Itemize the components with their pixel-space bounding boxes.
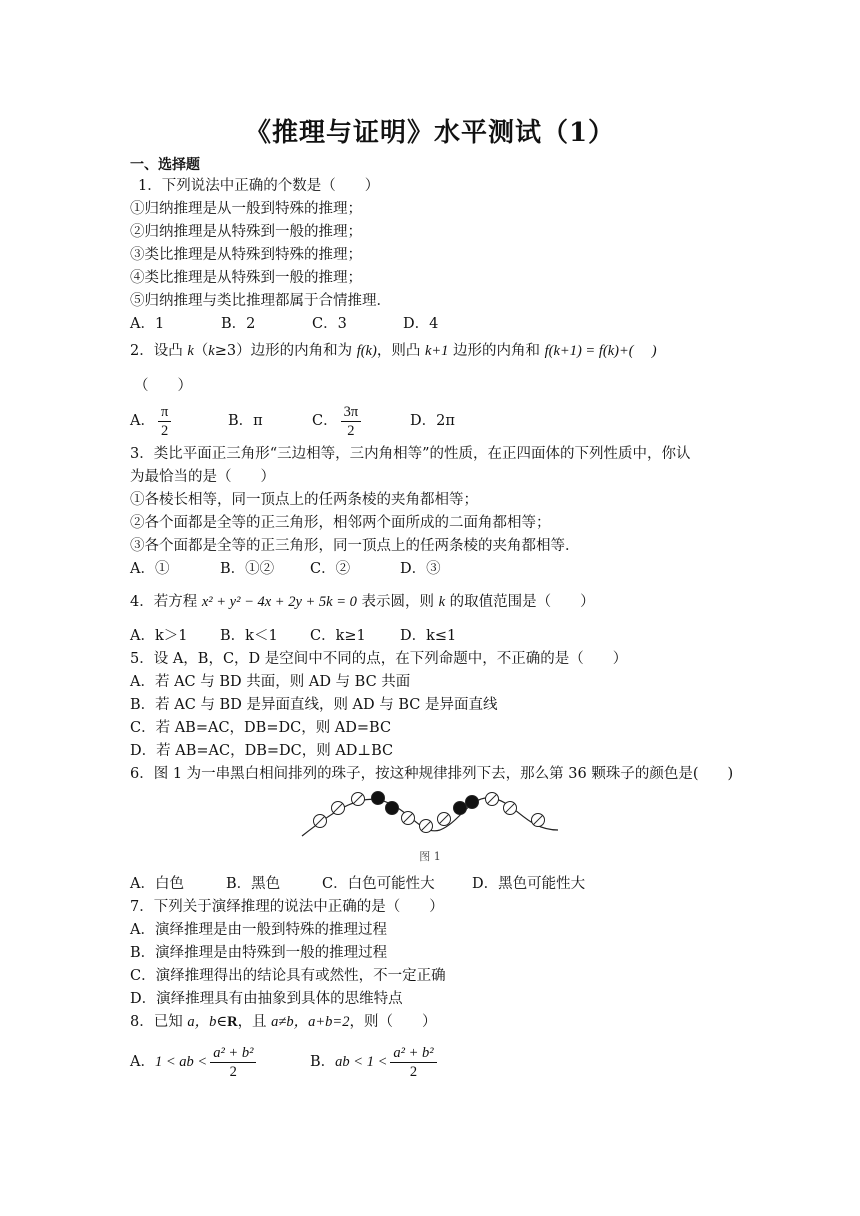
- q2-option-a: [130, 400, 228, 442]
- q4-option-a: A．k＞1: [130, 628, 188, 644]
- q4-stem: [130, 592, 595, 612]
- q3-stem-line-2: 为最恰当的是（ ）: [130, 469, 275, 485]
- q2-option-c-fraction: [341, 403, 362, 440]
- q7-option-d: D．演绎推理具有由抽象到具体的思维特点: [130, 991, 403, 1007]
- q6-option-b: B．黑色: [226, 876, 281, 892]
- q2-option-b: B．π: [228, 413, 263, 429]
- white-bead: [532, 814, 545, 827]
- q2-blank: （ ）: [134, 378, 192, 394]
- q4-equation: x² + y² − 4x + 2y + 5k = 0: [201, 594, 357, 610]
- black-bead: [466, 796, 479, 809]
- q2-k: k: [187, 343, 194, 359]
- q2-k-plus-1: k+1: [424, 343, 449, 359]
- q1-option-b: B．2: [221, 316, 256, 332]
- q6-options: [130, 874, 585, 894]
- black-bead: [372, 792, 385, 805]
- fraction-numerator: 3π: [341, 403, 362, 422]
- fraction-numerator: a² + b²: [210, 1044, 256, 1063]
- q6-option-d: D．黑色可能性大: [472, 876, 586, 892]
- q2-option-a-fraction: [158, 403, 171, 440]
- q7-option-a: A．演绎推理是由一般到特殊的推理过程: [130, 922, 387, 938]
- white-bead: [438, 813, 451, 826]
- q2-text: 2．设凸: [130, 343, 188, 359]
- q2-text: ，则凸: [376, 343, 425, 359]
- q3-stem-line-1: 3．类比平面正三角形“三边相等，三内角相等”的性质，在正四面体的下列性质中，你认: [130, 446, 691, 462]
- q4-text: 表示圆，则: [356, 594, 439, 610]
- q8-option-b: [310, 1040, 440, 1084]
- q2-option-d: D．2π: [410, 413, 455, 429]
- q1-item-2: ②归纳推理是从特殊到一般的推理；: [130, 224, 362, 240]
- q8-in-symbol: ∈: [216, 1014, 228, 1030]
- q1-options: [130, 314, 438, 334]
- q8-option-b-expr: ab < 1 <: [335, 1054, 388, 1070]
- q8-option-b-fraction: [390, 1044, 436, 1081]
- q8-text: ，则（ ）: [349, 1014, 437, 1030]
- q1-item-1: ①归纳推理是从一般到特殊的推理；: [130, 201, 362, 217]
- q5-option-a: A．若 AC 与 BD 共面，则 AD 与 BC 共面: [130, 674, 411, 690]
- q3-item-1: ①各棱长相等，同一顶点上的任两条棱的夹角都相等；: [130, 492, 478, 508]
- fraction-denominator: 2: [409, 1063, 418, 1080]
- q1-item-5: ⑤归纳推理与类比推理都属于合情推理．: [130, 293, 391, 309]
- q2-fk: f(k): [356, 343, 377, 359]
- q2-stem: [130, 341, 657, 361]
- q4-k: k: [438, 594, 446, 610]
- q2-k: k: [208, 343, 215, 359]
- q5-stem: 5．设 A，B，C，D 是空间中不同的点，在下列命题中，不正确的是（ ）: [130, 651, 628, 667]
- q6-stem: 6．图 1 为一串黑白相间排列的珠子，按这种规律排列下去，那么第 36 颗珠子的颜色是( ): [130, 766, 734, 782]
- q8-option-a: [130, 1040, 310, 1084]
- q5-option-c: C．若 AB=AC，DB=DC，则 AD=BC: [130, 720, 392, 736]
- q2-text: ≥3）边形的内角和为: [214, 343, 357, 359]
- q5-option-d: D．若 AB=AC，DB=DC，则 AD⊥BC: [130, 743, 394, 759]
- q6-option-a: A．白色: [130, 876, 184, 892]
- q1-item-4: ④类比推理是从特殊到一般的推理；: [130, 270, 362, 286]
- white-bead: [504, 802, 517, 815]
- white-bead: [332, 802, 345, 815]
- q8-option-b-label: B．: [310, 1054, 336, 1070]
- q8-real-set: R: [227, 1014, 238, 1030]
- white-bead: [314, 815, 327, 828]
- q2-option-a-label: A．: [130, 413, 155, 429]
- q4-option-b: B．k＜1: [220, 628, 278, 644]
- q8-text: ，且: [237, 1014, 272, 1030]
- q8-options: [130, 1040, 440, 1084]
- q2-option-c-label: C．: [312, 413, 338, 429]
- q3-option-c: C．②: [310, 561, 351, 577]
- fraction-denominator: 2: [347, 422, 355, 439]
- fraction-numerator: a² + b²: [390, 1044, 436, 1063]
- q2-options: [130, 400, 455, 442]
- fraction-denominator: 2: [161, 422, 169, 439]
- q8-text: 8．已知: [130, 1014, 188, 1030]
- q5-option-b: B．若 AC 与 BD 是异面直线，则 AD 与 BC 是异面直线: [130, 697, 498, 713]
- q1-stem: 1．下列说法中正确的个数是（ ）: [138, 178, 380, 194]
- white-bead: [352, 793, 365, 806]
- q4-text: 4．若方程: [130, 594, 202, 610]
- q1-option-d: D．4: [403, 316, 439, 332]
- q4-option-c: C．k≥1: [310, 628, 366, 644]
- q4-options: [130, 626, 456, 646]
- black-bead: [386, 802, 399, 815]
- q3-options: [130, 559, 441, 579]
- q2-equation: f(k+1) = f(k)+( ): [544, 343, 657, 359]
- q7-option-c: C．演绎推理得出的结论具有或然性，不一定正确: [130, 968, 446, 984]
- q2-option-c: [312, 400, 410, 442]
- q8-stem: [130, 1012, 436, 1032]
- white-bead: [402, 812, 415, 825]
- figure-caption: 图 1: [419, 850, 441, 863]
- q8-option-a-expr: 1 < ab <: [154, 1054, 208, 1070]
- q8-vars: a，b: [187, 1014, 217, 1030]
- q2-text: （: [193, 343, 209, 359]
- q4-text: 的取值范围是（ ）: [445, 594, 595, 610]
- q3-option-d: D．③: [400, 561, 441, 577]
- q8-option-a-fraction: [210, 1044, 256, 1081]
- q7-stem: 7．下列关于演绎推理的说法中正确的是（ ）: [130, 899, 444, 915]
- black-bead: [454, 802, 467, 815]
- white-bead: [420, 820, 433, 833]
- white-bead: [486, 793, 499, 806]
- q6-option-c: C．白色可能性大: [322, 876, 435, 892]
- q8-option-a-label: A．: [130, 1054, 155, 1070]
- q3-item-3: ③各个面都是全等的正三角形，同一顶点上的任两条棱的夹角都相等．: [130, 538, 580, 554]
- fraction-numerator: π: [158, 403, 171, 422]
- q1-option-a: A．1: [130, 316, 165, 332]
- q3-item-2: ②各个面都是全等的正三角形，相邻两个面所成的二面角都相等；: [130, 515, 551, 531]
- q1-option-c: C．3: [312, 316, 347, 332]
- fraction-denominator: 2: [229, 1063, 237, 1080]
- section-heading: 一、选择题: [130, 157, 200, 173]
- q2-text: 边形的内角和: [448, 343, 545, 359]
- q3-option-a: A．①: [130, 561, 170, 577]
- q8-condition: a≠b，a+b=2: [271, 1014, 350, 1030]
- q7-option-b: B．演绎推理是由特殊到一般的推理过程: [130, 945, 388, 961]
- page-title: 《推理与证明》水平测试（1）: [244, 118, 616, 148]
- q3-option-b: B．①②: [220, 561, 275, 577]
- q1-item-3: ③类比推理是从特殊到特殊的推理；: [130, 247, 362, 263]
- q4-option-d: D．k≤1: [400, 628, 457, 644]
- bead-chain-figure: [300, 786, 560, 846]
